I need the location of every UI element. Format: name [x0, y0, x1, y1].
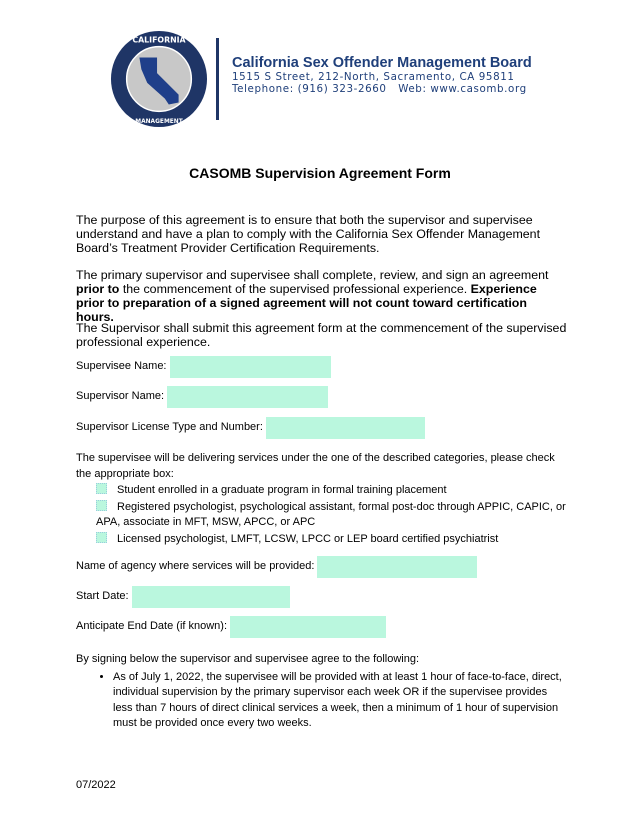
org-header — [232, 55, 532, 95]
casomb-logo — [110, 30, 208, 128]
purpose-paragraph: The purpose of this agreement is to ensure that both the supervisor and supervisee understand and have a plan to comply with the California Sex Offender Management Board’s Treatment Provider Certification Requirements. — [76, 213, 541, 255]
requirement-paragraph — [76, 268, 568, 324]
agreement-intro: By signing below the supervisor and supervisee agree to the following: — [76, 653, 420, 665]
option-label: Licensed psychologist, LMFT, LCSW, LPCC or LEP board certified psychiatrist — [117, 532, 499, 545]
footer-date: 07/2022 — [76, 779, 116, 791]
category-option-licensed[interactable] — [76, 532, 566, 548]
supervisee-name-field[interactable] — [170, 356, 331, 378]
supervisor-name-field[interactable] — [167, 386, 328, 408]
svg-text:CALIFORNIA: CALIFORNIA — [132, 35, 186, 45]
end-date-field[interactable] — [230, 616, 386, 638]
license-field[interactable] — [266, 417, 425, 439]
option-label: Student enrolled in a graduate program in formal training placement — [117, 484, 447, 496]
org-contact: Telephone: (916) 323-2660 Web: www.casomb.org — [232, 83, 527, 95]
supervisor-name-row — [76, 386, 328, 408]
option-label: Registered psychologist, psychological assistant, formal post-doc through APPIC, CAPIC, or APA, associate in MFT, MSW, APCC, or APC — [96, 500, 566, 528]
text: the commencement of the supervised professional experience. — [119, 282, 471, 296]
agreement-section — [76, 652, 566, 732]
org-address: 1515 S Street, 212-North, Sacramento, CA 95811 — [232, 71, 515, 83]
license-label: Supervisor License Type and Number: — [76, 421, 263, 434]
agency-row — [76, 556, 477, 578]
supervisor-name-label: Supervisor Name: — [76, 390, 165, 403]
categories-section — [76, 451, 566, 547]
bold-warning: Experience prior to preparation of a signed agreement will not count toward certification hours. — [76, 282, 537, 324]
org-name: California Sex Offender Management Board — [232, 55, 532, 71]
category-option-registered[interactable] — [76, 500, 566, 531]
end-date-label: Anticipate End Date (if known): — [76, 620, 228, 633]
text: The primary supervisor and supervisee shall complete, review, and sign an agreement — [76, 268, 549, 282]
supervisee-name-label: Supervisee Name: — [76, 360, 167, 373]
checkbox[interactable] — [96, 500, 107, 511]
agency-label: Name of agency where services will be provided: — [76, 560, 315, 573]
start-date-label: Start Date: — [76, 590, 129, 603]
agreement-bullet: • As of July 1, 2022, the supervisee will be provided with at least 1 hour of face-to-face, direct, individual supervision by the primary supervisor each week OR if the supervisee provides less than 7 hours of direct clinical services a week, then a minimum of 1 hour of supervision must be provided once every two weeks. — [113, 670, 566, 732]
submit-paragraph: The Supervisor shall submit this agreement form at the commencement of the supervised professional experience. — [76, 321, 567, 349]
license-row — [76, 417, 425, 439]
category-option-student[interactable] — [76, 483, 566, 499]
svg-text:MANAGEMENT: MANAGEMENT — [135, 119, 183, 126]
checkbox[interactable] — [96, 532, 107, 543]
bold-text: prior to — [76, 282, 120, 296]
form-title: CASOMB Supervision Agreement Form — [189, 165, 451, 181]
end-date-row — [76, 616, 386, 638]
header-divider — [216, 38, 219, 120]
checkbox[interactable] — [96, 483, 107, 494]
categories-intro: The supervisee will be delivering services under the one of the described categories, please check the appropriate box: — [76, 452, 555, 480]
start-date-row — [76, 586, 290, 608]
agency-field[interactable] — [317, 556, 477, 578]
supervisee-name-row — [76, 356, 331, 378]
start-date-field[interactable] — [132, 586, 290, 608]
